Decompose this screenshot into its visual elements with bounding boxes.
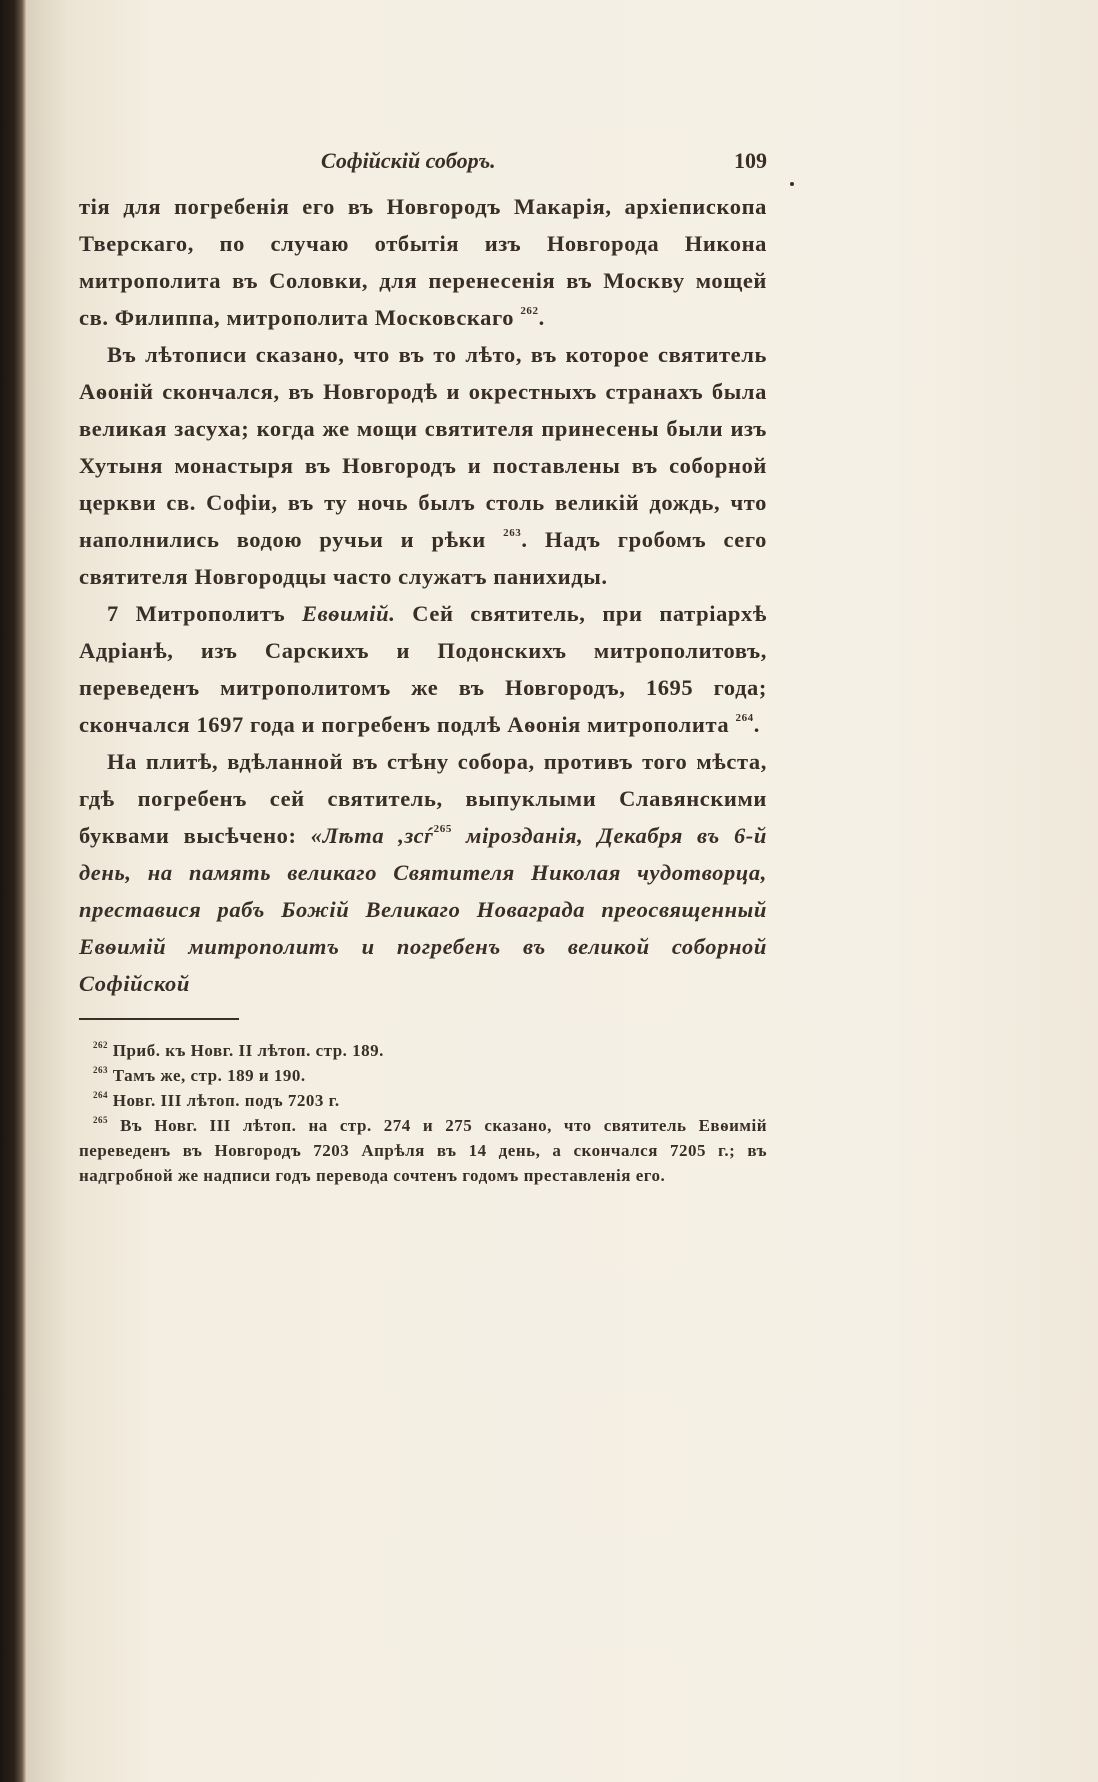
footnote-ref: 265 (433, 823, 452, 835)
paragraph-1 (79, 188, 767, 336)
paragraph-text: Сей святитель, при патріархѣ Адріанѣ, изъ Сарскихъ и Подонскихъ митрополитовъ, переведенъ митрополитомъ же въ Новгородъ, 1695 года; скончался 1697 года и погребенъ подлѣ Аѳонія митрополита (79, 601, 767, 737)
paragraph-2 (79, 336, 767, 595)
inscription-start: «Лѣта ,зсѓ (310, 823, 434, 848)
paragraph-lead-italic: Евѳимій. (302, 601, 396, 626)
footnote-number: 262 (93, 1040, 108, 1050)
footnote-number: 263 (93, 1065, 108, 1075)
footnote-ref: 263 (503, 527, 522, 539)
paragraph-text: Въ лѣтописи сказано, что въ то лѣто, въ которое святитель Аѳоній скончался, въ Новгородѣ и окрестныхъ странахъ была великая засуха; когда же мощи святителя принесены были изъ Хутыня монастыря въ Новгородъ и поставлены въ соборной церкви св. Софіи, въ ту ночь былъ столь великій дождь, что наполнились водою ручьи и рѣки (79, 342, 767, 552)
paragraph-tail: . (538, 305, 545, 330)
paragraph-3 (79, 595, 767, 743)
running-title: Софійскій соборъ. (321, 148, 496, 173)
footnotes (79, 1038, 767, 1188)
paragraph-tail: . Надъ гробомъ сего святителя Новгородцы часто служатъ панихиды. (79, 527, 767, 589)
paragraph-lead: 7 Митрополитъ (107, 601, 303, 626)
footnote-text: Приб. къ Новг. II лѣтоп. стр. 189. (112, 1041, 384, 1060)
footnote-264 (79, 1088, 767, 1113)
running-header (79, 148, 767, 178)
footnote-number: 265 (93, 1115, 108, 1125)
book-page (26, 0, 1098, 1782)
main-text (79, 188, 767, 1002)
footnote-text: Новг. III лѣтоп. подъ 7203 г. (112, 1091, 340, 1110)
footnote-263 (79, 1063, 767, 1088)
page-number: 109 (734, 148, 767, 173)
page-content (79, 148, 767, 1188)
inscription-text: мірозданія, Декабря въ 6-й день, на память великаго Святителя Николая чудотворца, преставися рабъ Божій Великаго Новаграда преосвященный Евѳимій митрополитъ и погребенъ въ великой соборной Софійской (79, 823, 767, 996)
paragraph-text: тія для погребенія его въ Новгородъ Макарія, архіепископа Тверскаго, по случаю отбытія изъ Новгорода Никона митрополита въ Соловки, для перенесенія въ Москву мощей св. Филиппа, митрополита Московскаго (79, 194, 767, 330)
footnote-text: Въ Новг. III лѣтоп. на стр. 274 и 275 сказано, что святитель Евѳимій переведенъ въ Новгородъ 7203 Апрѣля въ 14 день, а скончался 7205 г.; въ надгробной же надписи годъ перевода сочтенъ годомъ преставленія его. (79, 1116, 767, 1185)
book-spine-shadow (0, 0, 26, 1782)
paragraph-tail: . (753, 712, 761, 737)
footnote-262 (79, 1038, 767, 1063)
footnote-separator (79, 1018, 239, 1020)
footnote-ref: 262 (520, 305, 539, 317)
paragraph-4 (79, 743, 767, 1002)
footnote-number: 264 (93, 1090, 108, 1100)
footnote-265 (79, 1113, 767, 1188)
footnote-ref: 264 (735, 712, 754, 724)
ink-speck (790, 182, 794, 186)
footnote-text: Тамъ же, стр. 189 и 190. (112, 1066, 306, 1085)
paragraph-text: На плитѣ, вдѣланной въ стѣну собора, противъ того мѣста, гдѣ погребенъ сей святитель, выпуклыми Славянскими буквами высѣчено: (79, 749, 767, 848)
